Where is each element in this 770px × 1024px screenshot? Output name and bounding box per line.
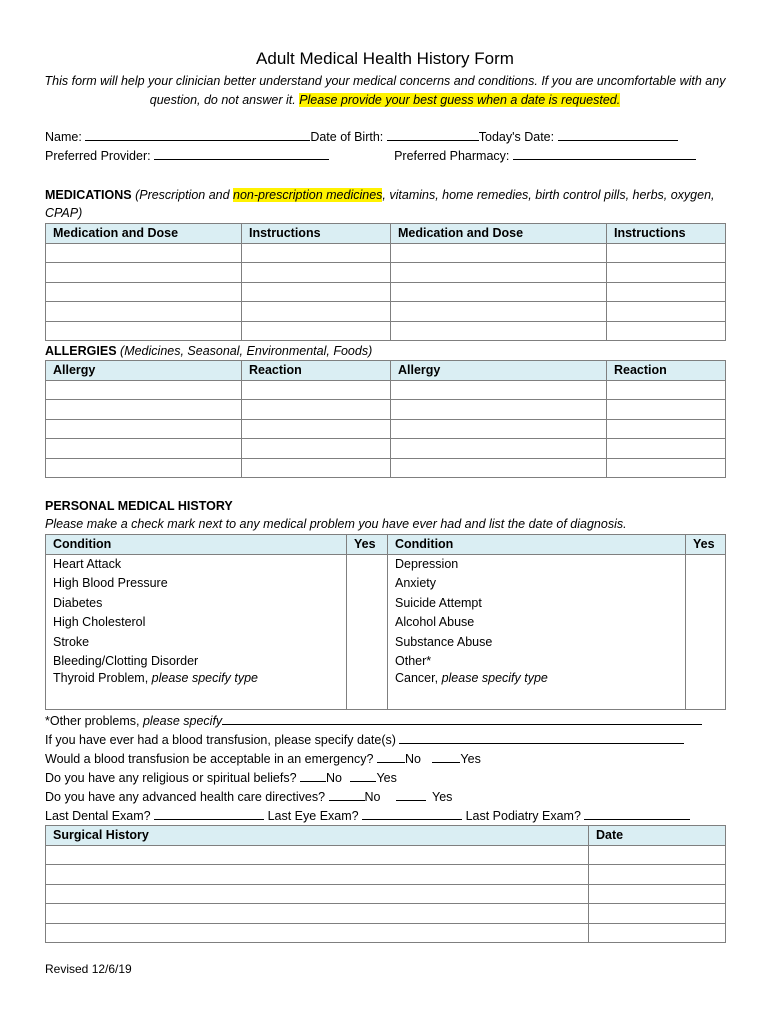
other-problems-italic: please specify: [142, 714, 223, 728]
condition-cancer: Cancer, please specify type: [388, 671, 686, 709]
col-yes-2: Yes: [686, 535, 726, 555]
allergies-heading: [45, 342, 725, 360]
condition-substance-abuse: Substance Abuse: [388, 632, 686, 652]
dob-label: Date of Birth:: [310, 130, 384, 144]
medications-title: MEDICATIONS: [45, 188, 132, 202]
religious-yes-field[interactable]: [350, 770, 376, 782]
table-row: [46, 884, 726, 904]
intro-highlight: Please provide your best guess when a date is requested.: [299, 93, 621, 107]
col-date: Date: [589, 826, 726, 846]
today-date-label: Today's Date:: [478, 130, 555, 144]
eye-exam-field[interactable]: [362, 808, 462, 820]
table-row: [46, 652, 726, 672]
col-medication-dose: Medication and Dose: [46, 224, 242, 244]
medications-note-pre: (Prescription and: [135, 188, 234, 202]
yes-checkbox[interactable]: [347, 593, 388, 613]
today-date-field[interactable]: [558, 129, 678, 141]
table-row: [46, 845, 726, 865]
emergency-line: [45, 751, 481, 767]
col-yes: Yes: [347, 535, 388, 555]
religious-label: Do you have any religious or spiritual beliefs?: [45, 771, 297, 785]
table-row: [46, 400, 726, 420]
other-problems-field[interactable]: [222, 713, 702, 725]
emergency-label: Would a blood transfusion be acceptable in an emergency?: [45, 752, 374, 766]
exams-line: [45, 808, 690, 824]
emergency-yes-label: Yes: [460, 752, 481, 766]
table-row: [46, 263, 726, 283]
transfusion-line: [45, 732, 684, 748]
col-allergy-2: Allergy: [391, 361, 607, 381]
col-instructions: Instructions: [242, 224, 391, 244]
directives-yes-label: Yes: [432, 790, 453, 804]
history-table: [45, 534, 726, 710]
yes-checkbox[interactable]: [347, 554, 388, 574]
yes-checkbox[interactable]: [347, 613, 388, 633]
religious-yes-label: Yes: [376, 771, 397, 785]
directives-label: Do you have any advanced health care directives?: [45, 790, 326, 804]
table-row: [46, 439, 726, 459]
allergies-note: (Medicines, Seasonal, Environmental, Foods): [120, 344, 373, 358]
directives-no-label: No: [364, 790, 381, 804]
history-heading: [45, 497, 725, 515]
yes-checkbox[interactable]: [686, 652, 726, 672]
table-row: [46, 282, 726, 302]
condition-alcohol-abuse: Alcohol Abuse: [388, 613, 686, 633]
provider-label: Preferred Provider:: [45, 149, 151, 163]
dental-exam-label: Last Dental Exam?: [45, 809, 151, 823]
table-row: [46, 458, 726, 478]
transfusion-date-field[interactable]: [399, 732, 684, 744]
pharmacy-label: Preferred Pharmacy:: [394, 149, 510, 163]
table-row: [46, 574, 726, 594]
religious-no-field[interactable]: [300, 770, 326, 782]
col-reaction-2: Reaction: [607, 361, 726, 381]
col-medication-dose-2: Medication and Dose: [391, 224, 607, 244]
condition-other: Other*: [388, 652, 686, 672]
yes-checkbox[interactable]: [686, 632, 726, 652]
provider-pharmacy-line: [45, 148, 696, 164]
provider-field[interactable]: [154, 148, 329, 160]
condition-thyroid: Thyroid Problem, please specify type: [46, 671, 347, 709]
name-label: Name:: [45, 130, 82, 144]
religious-no-label: No: [326, 771, 342, 785]
yes-checkbox[interactable]: [686, 613, 726, 633]
directives-line: [45, 789, 452, 805]
revision-date: Revised 12/6/19: [45, 962, 132, 976]
table-row: [46, 923, 726, 943]
condition-suicide-attempt: Suicide Attempt: [388, 593, 686, 613]
col-condition-2: Condition: [388, 535, 686, 555]
col-surgical-history: Surgical History: [46, 826, 589, 846]
emergency-no-field[interactable]: [377, 751, 405, 763]
emergency-yes-field[interactable]: [432, 751, 460, 763]
name-field[interactable]: [85, 129, 310, 141]
yes-checkbox[interactable]: [347, 574, 388, 594]
other-problems-line: [45, 713, 702, 729]
table-row: [46, 865, 726, 885]
eye-exam-label: Last Eye Exam?: [267, 809, 359, 823]
medications-table: [45, 223, 726, 341]
table-row: [46, 321, 726, 341]
col-condition: Condition: [46, 535, 347, 555]
podiatry-exam-label: Last Podiatry Exam?: [465, 809, 581, 823]
medications-note-highlight: non-prescription medicines: [233, 188, 383, 202]
condition-high-cholesterol: High Cholesterol: [46, 613, 347, 633]
directives-no-field[interactable]: [329, 789, 365, 801]
intro-text: [30, 72, 740, 110]
emergency-no-label: No: [404, 752, 421, 766]
dental-exam-field[interactable]: [154, 808, 264, 820]
medications-heading: [45, 186, 725, 222]
history-note-text: Please make a check mark next to any medical problem you have ever had and list the date of diagnosis.: [45, 517, 627, 531]
pharmacy-field[interactable]: [513, 148, 696, 160]
table-row: [46, 613, 726, 633]
condition-high-blood-pressure: High Blood Pressure: [46, 574, 347, 594]
transfusion-label: If you have ever had a blood transfusion, please specify date(s): [45, 733, 396, 747]
allergies-table: [45, 360, 726, 478]
yes-checkbox[interactable]: [347, 632, 388, 652]
table-row: [46, 671, 726, 709]
table-row: [46, 632, 726, 652]
yes-checkbox[interactable]: [686, 593, 726, 613]
dob-field[interactable]: [387, 129, 479, 141]
directives-yes-field[interactable]: [396, 789, 426, 801]
yes-checkbox[interactable]: [686, 554, 726, 574]
condition-diabetes: Diabetes: [46, 593, 347, 613]
col-allergy: Allergy: [46, 361, 242, 381]
other-problems-label: *Other problems,: [45, 714, 143, 728]
table-row: [46, 380, 726, 400]
yes-checkbox[interactable]: [686, 574, 726, 594]
condition-heart-attack: Heart Attack: [46, 554, 347, 574]
table-row: [46, 554, 726, 574]
name-dob-line: [45, 129, 678, 145]
table-row: [46, 904, 726, 924]
condition-stroke: Stroke: [46, 632, 347, 652]
condition-depression: Depression: [388, 554, 686, 574]
religious-line: [45, 770, 397, 786]
history-title: PERSONAL MEDICAL HISTORY: [45, 499, 233, 513]
col-instructions-2: Instructions: [607, 224, 726, 244]
allergies-title: ALLERGIES: [45, 344, 117, 358]
intro-body: This form will help your clinician better understand your medical concerns and conditions. If you are uncomfortable with any question, do not answer it.: [44, 74, 726, 107]
condition-bleeding-clotting: Bleeding/Clotting Disorder: [46, 652, 347, 672]
table-row: [46, 243, 726, 263]
table-row: [46, 419, 726, 439]
yes-checkbox[interactable]: [347, 671, 388, 709]
table-row: [46, 302, 726, 322]
condition-anxiety: Anxiety: [388, 574, 686, 594]
col-reaction: Reaction: [242, 361, 391, 381]
podiatry-exam-field[interactable]: [584, 808, 690, 820]
table-row: [46, 593, 726, 613]
yes-checkbox[interactable]: [686, 671, 726, 709]
surgical-history-table: [45, 825, 726, 943]
form-title: Adult Medical Health History Form: [256, 49, 514, 68]
history-note: [45, 515, 725, 533]
yes-checkbox[interactable]: [347, 652, 388, 672]
medications-note-post: , vitamins, home remedies, birth control pills, herbs, oxygen, CPAP): [45, 188, 715, 220]
